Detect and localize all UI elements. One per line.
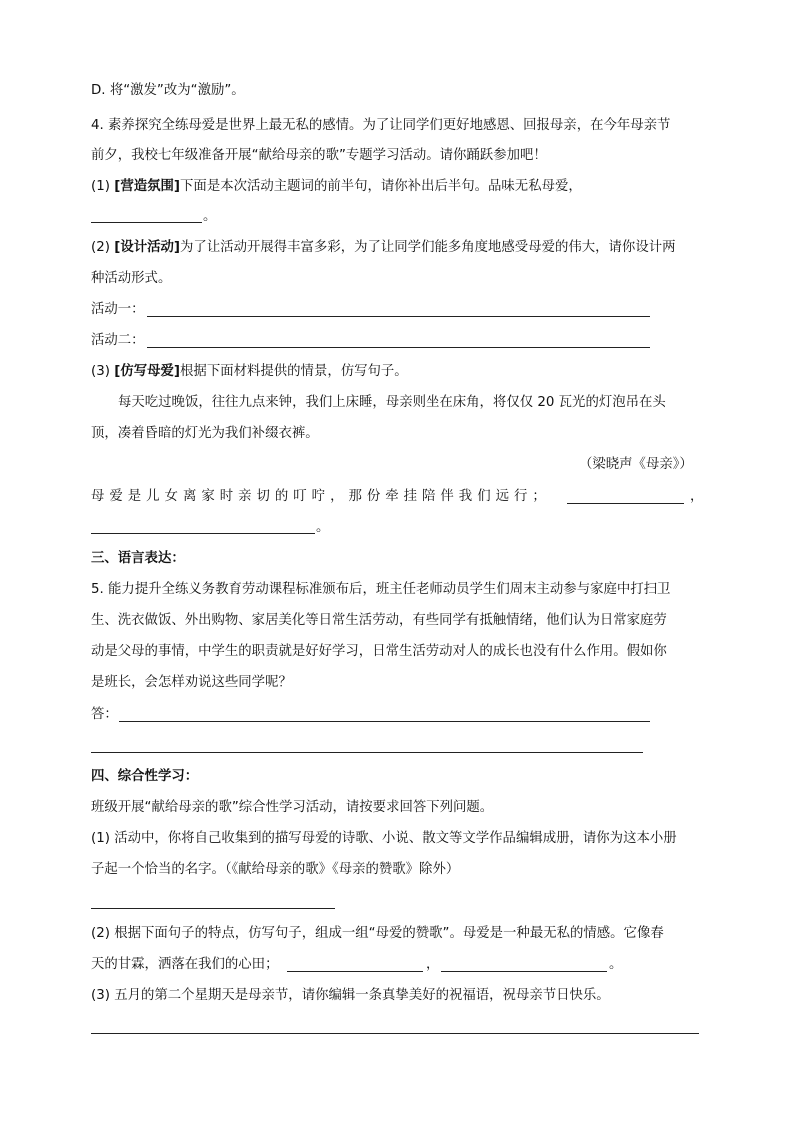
q4-part1-text: 下面是本次活动主题词的前半句，请你补出后半句。品味无私母爱， (180, 179, 582, 194)
booklet-name-blank[interactable] (91, 908, 335, 909)
q4-part3-tag: [仿写母爱] (114, 364, 181, 379)
s4-part2-line1: (2) 根据下面句子的特点，仿写句子，组成一组“母爱的赞歌”。母爱是一种最无私的情感。它像春 (91, 926, 664, 941)
activity-two-blank[interactable] (147, 347, 650, 348)
activity-one-blank[interactable] (147, 316, 650, 317)
praise-blank-2[interactable] (441, 971, 607, 972)
q5-line4: 是班长，会怎样劝说这些同学呢？ (91, 675, 292, 690)
material-line2: 顶，凑着昏暗的灯光为我们补缀衣裤。 (91, 426, 319, 441)
s4-part1-line2: 子起一个恰当的名字。（《献给母亲的歌》《母亲的赞歌》除外） (91, 862, 460, 877)
q4-part2-text-line2: 种活动形式。 (91, 271, 172, 286)
imitate-blank-1[interactable] (567, 503, 684, 504)
section-four-heading: 四、综合性学习： (91, 769, 199, 784)
material-source: （梁晓声《母亲》） (579, 457, 693, 472)
greeting-blank[interactable] (91, 1033, 699, 1034)
section-four-intro: 班级开展“献给母亲的歌”综合性学习活动，请按要求回答下列问题。 (91, 800, 494, 815)
q4-part3-text: 根据下面材料提供的情景，仿写句子。 (180, 364, 408, 379)
q5-line1: 5. 能力提升全练义务教育劳动课程标准颁布后，班主任老师动员学生们周末主动参与家庭中打扫卫 (91, 582, 671, 597)
q4-part1-number: (1) (91, 179, 115, 194)
praise-end: 。 (609, 957, 623, 972)
imitate-sentence-start: 母爱是儿女离家时亲切的叮咛，那份牵挂陪伴我们远行； (91, 489, 551, 504)
q4-part3 (91, 365, 408, 378)
imitate-comma: ， (690, 489, 704, 504)
imitate-end: 。 (316, 520, 330, 535)
q5-answer-blank-1[interactable] (119, 721, 650, 722)
q4-part2-number: (2) (91, 240, 115, 255)
q4-part1 (91, 180, 582, 193)
s4-part1-line1: (1) 活动中，你将自己收集到的描写母爱的诗歌、小说、散文等文学作品编辑成册，请你为这本小册 (91, 831, 677, 846)
imitate-blank-2[interactable] (91, 533, 315, 534)
q4-part2 (91, 241, 676, 254)
q4-part1-end: 。 (203, 209, 217, 224)
praise-comma: ， (426, 957, 440, 972)
s4-part2-line2: 天的甘霖，洒落在我们的心田； (91, 957, 279, 972)
q4-part3-number: (3) (91, 364, 115, 379)
section-three-heading: 三、语言表达： (91, 551, 185, 566)
q4-intro-line1: 4. 素养探究全练母爱是世界上最无私的感情。为了让同学们更好地感恩、回报母亲，在今年母亲节 (91, 118, 671, 133)
q4-part1-tag: [营造氛围] (114, 179, 181, 194)
option-d: D. 将“激发”改为“激励”。 (91, 83, 245, 98)
q5-answer-blank-2[interactable] (91, 752, 643, 753)
activity-one-label: 活动一： (91, 302, 145, 317)
q4-intro-line2: 前夕，我校七年级准备开展“献给母亲的歌”专题学习活动。请你踊跃参加吧！ (91, 148, 547, 163)
activity-two-label: 活动二： (91, 333, 145, 348)
answer-label: 答： (91, 707, 118, 722)
praise-blank-1[interactable] (287, 971, 423, 972)
q4-part2-text: 为了让活动开展得丰富多彩，为了让同学们能多角度地感受母爱的伟大，请你设计两 (180, 240, 676, 255)
q5-line3: 动是父母的事情，中学生的职责就是好好学习，日常生活劳动对人的成长也没有什么作用。假如你 (91, 644, 667, 659)
q4-part1-answer-blank[interactable] (91, 222, 202, 223)
s4-part3: (3) 五月的第二个星期天是母亲节，请你编辑一条真挚美好的祝福语，祝母亲节日快乐。 (91, 988, 610, 1003)
q4-part2-tag: [设计活动] (114, 240, 181, 255)
q5-line2: 生、洗衣做饭、外出购物、家居美化等日常生活劳动，有些同学有抵触情绪，他们认为日常家庭劳 (91, 613, 667, 628)
material-line1: 每天吃过晚饭，往往九点来钟，我们上床睡，母亲则坐在床角，将仅仅 20 瓦光的灯泡吊在头 (118, 395, 666, 410)
